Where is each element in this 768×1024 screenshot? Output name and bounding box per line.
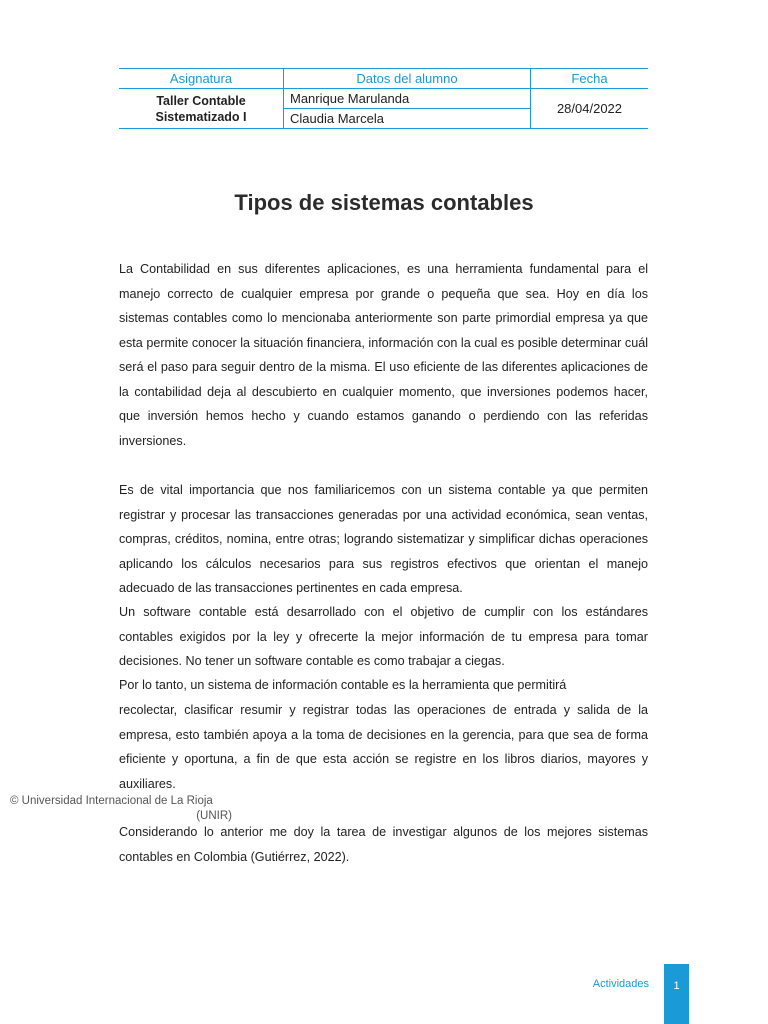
- paragraph-5: recolectar, clasificar resumir y registrar todas las operaciones de entrada y salida de la empresa, esto también apoya a la toma de decisiones en la gerencia, para que sea de forma eficiente y oportuna, a fin de que esta acción se registre en los libros diarios, mayores y auxiliares.: [119, 703, 648, 791]
- copyright-line-1: © Universidad Internacional de La Rioja: [10, 795, 213, 807]
- paragraph-2: Es de vital importancia que nos familiaricemos con un sistema contable ya que permiten registrar y procesar las transacciones generadas por una actividad económica, sean ventas, compras, créditos, nomina, entre otras; logrando sistematizar y simplificar dichas operaciones aplicando los cálculos necesarios para sus registros efectivos que orientan el manejo adecuado de las transacciones pertinentes en cada empresa.: [119, 483, 648, 595]
- paragraph-1: La Contabilidad en sus diferentes aplicaciones, es una herramienta fundamental para el manejo correcto de cualquier empresa por grande o pequeña que sea. Hoy en día los sistemas contables como lo mencionaba anteriormente son parte primordial empresa ya que esta permite conocer la situación financiera, información con la cual es posible determinar cuál será el paso para seguir dentro de la misma. El uso eficiente de las diferentes aplicaciones de la contabilidad deja al descubierto en cualquier momento, que inversiones podemos hacer, que inversión hemos hecho y cuando estamos ganando o perdiendo con las referidas inversiones.: [119, 262, 648, 448]
- paragraph-4: Por lo tanto, un sistema de información contable es la herramienta que permitirá: [119, 678, 567, 692]
- subject-line-2: Sistematizado I: [155, 109, 247, 124]
- page-title: Tipos de sistemas contables: [234, 190, 534, 215]
- page-number: 1: [673, 980, 680, 992]
- copyright-line-2: (UNIR): [196, 810, 232, 822]
- copyright-notice: [10, 794, 232, 824]
- paragraph-3: Un software contable está desarrollado con el objetivo de cumplir con los estándares contables exigidos por la ley y ofrecerte la mejor información de tu empresa para tomar decisiones. No tener un software contable es como trabajar a ciegas.: [119, 605, 648, 668]
- student-first-name: Claudia Marcela: [284, 109, 531, 129]
- header-subject-label: Asignatura: [119, 69, 284, 89]
- footer-section-label: Actividades: [592, 978, 649, 990]
- paragraph-6: Considerando lo anterior me doy la tarea de investigar algunos de los mejores sistemas contables en Colombia (Gutiérrez, 2022).: [119, 825, 648, 864]
- subject-cell: [119, 89, 284, 129]
- header-table: [119, 68, 648, 129]
- subject-line-1: Taller Contable: [156, 93, 246, 108]
- header-student-label: Datos del alumno: [284, 69, 531, 89]
- student-last-name: Manrique Marulanda: [284, 89, 531, 109]
- date-value: 28/04/2022: [531, 89, 649, 129]
- page-number-tab: [664, 964, 689, 1024]
- header-date-label: Fecha: [531, 69, 649, 89]
